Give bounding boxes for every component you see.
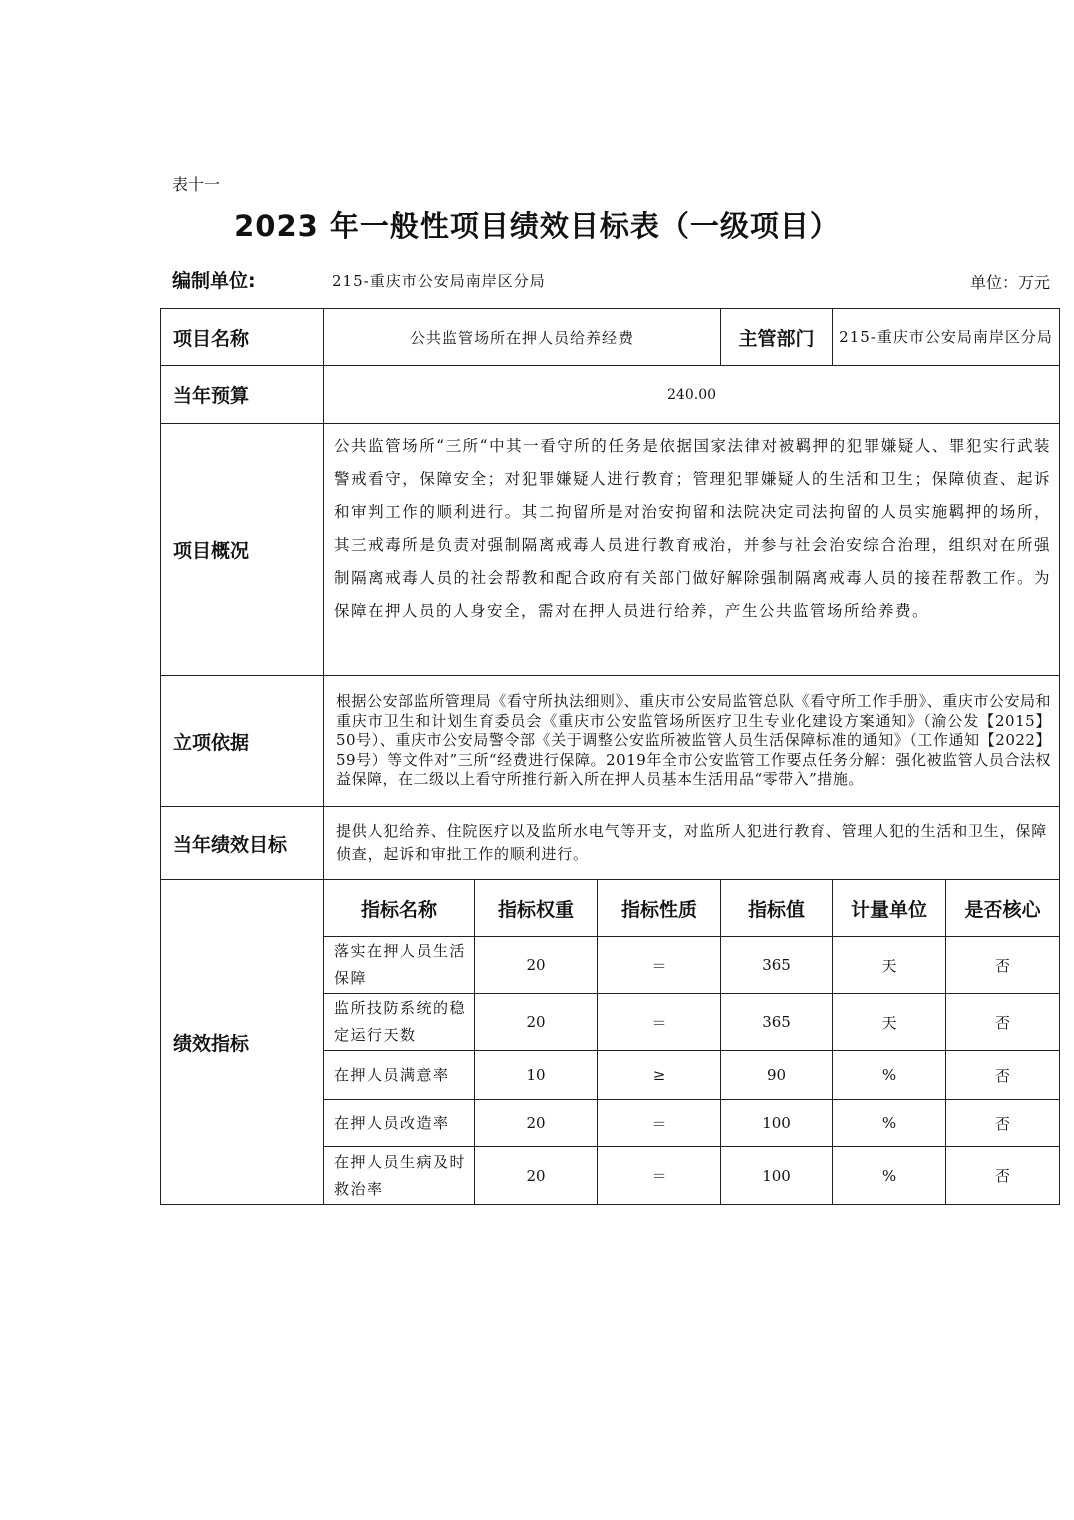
indicator-nature: ＝ <box>598 994 721 1051</box>
indicator-header-row <box>161 880 1060 937</box>
header-indicator-nature: 指标性质 <box>598 880 721 937</box>
header-indicator-weight: 指标权重 <box>475 880 598 937</box>
dept-label: 主管部门 <box>721 309 833 366</box>
indicator-name: 在押人员生病及时救治率 <box>324 1147 475 1205</box>
indicator-unit: 天 <box>833 994 946 1051</box>
indicator-unit: % <box>833 1147 946 1205</box>
indicator-name: 在押人员满意率 <box>324 1051 475 1100</box>
indicator-nature: ＝ <box>598 937 721 994</box>
unit-row <box>172 266 1050 296</box>
goal-row <box>161 807 1060 880</box>
indicator-core: 否 <box>946 1147 1060 1205</box>
indicator-value: 365 <box>721 937 833 994</box>
indicator-core: 否 <box>946 1051 1060 1100</box>
goal-label: 当年绩效目标 <box>161 807 324 880</box>
indicator-name: 监所技防系统的稳定运行天数 <box>324 994 475 1051</box>
indicator-unit: % <box>833 1100 946 1147</box>
basis-text: 根据公安部监所管理局《看守所执法细则》、重庆市公安局监管总队《看守所工作手册》、重庆市公安局和重庆市卫生和计划生育委员会《重庆市公安监管场所医疗卫生专业化建设方案通知》（渝公发【2015】50号）、重庆市公安局警令部《关于调整公安监所被监管人员生活保障标准的通知》（工作通知【2022】59号）等文件对”三所“经费进行保障。2019年全市公安监管工作要点任务分解：强化被监管人员合法权益保障，在二级以上看守所推行新入所在押人员基本生活用品“零带入”措施。 <box>324 676 1060 807</box>
table-number: 表十一 <box>172 175 221 194</box>
overview-label: 项目概况 <box>161 424 324 676</box>
indicator-value: 100 <box>721 1147 833 1205</box>
header-indicator-value: 指标值 <box>721 880 833 937</box>
dept-value: 215-重庆市公安局南岸区分局 <box>833 309 1060 366</box>
indicator-unit: 天 <box>833 937 946 994</box>
compiling-unit-value: 215-重庆市公安局南岸区分局 <box>332 272 546 290</box>
indicator-weight: 20 <box>475 994 598 1051</box>
indicator-weight: 20 <box>475 1100 598 1147</box>
indicator-value: 100 <box>721 1100 833 1147</box>
basis-label: 立项依据 <box>161 676 324 807</box>
budget-label: 当年预算 <box>161 366 324 424</box>
indicator-unit: % <box>833 1051 946 1100</box>
indicator-nature: ＝ <box>598 1147 721 1205</box>
indicator-name: 落实在押人员生活保障 <box>324 937 475 994</box>
indicator-value: 90 <box>721 1051 833 1100</box>
overview-text: 公共监管场所“三所“中其一看守所的任务是依据国家法律对被羁押的犯罪嫌疑人、罪犯实行武装警戒看守，保障安全；对犯罪嫌疑人进行教育；管理犯罪嫌疑人的生活和卫生；保障侦查、起诉和审判工作的顺利进行。其二拘留所是对治安拘留和法院决定司法拘留的人员实施羁押的场所，其三戒毒所是负责对强制隔离戒毒人员进行教育戒治，并参与社会治安综合治理，组织对在所强制隔离戒毒人员的社会帮教和配合政府有关部门做好解除强制隔离戒毒人员的接茬帮教工作。为保障在押人员的人身安全，需对在押人员进行给养，产生公共监管场所给养费。 <box>324 424 1060 676</box>
budget-row <box>161 366 1060 424</box>
project-name-label: 项目名称 <box>161 309 324 366</box>
budget-value: 240.00 <box>324 366 1060 424</box>
header-is-core: 是否核心 <box>946 880 1060 937</box>
performance-table <box>160 308 1060 1205</box>
indicator-weight: 20 <box>475 937 598 994</box>
indicator-value: 365 <box>721 994 833 1051</box>
basis-row <box>161 676 1060 807</box>
indicator-weight: 10 <box>475 1051 598 1100</box>
header-measure-unit: 计量单位 <box>833 880 946 937</box>
indicator-nature: ＝ <box>598 1100 721 1147</box>
indicator-weight: 20 <box>475 1147 598 1205</box>
indicator-core: 否 <box>946 937 1060 994</box>
indicators-label: 绩效指标 <box>161 880 324 1205</box>
header-indicator-name: 指标名称 <box>324 880 475 937</box>
indicator-core: 否 <box>946 994 1060 1051</box>
project-name-row <box>161 309 1060 366</box>
compiling-unit-label: 编制单位: <box>172 270 256 292</box>
indicator-name: 在押人员改造率 <box>324 1100 475 1147</box>
page-title: 2023 年一般性项目绩效目标表（一级项目） <box>234 209 840 243</box>
indicator-nature: ≥ <box>598 1051 721 1100</box>
goal-text: 提供人犯给养、住院医疗以及监所水电气等开支，对监所人犯进行教育、管理人犯的生活和卫生，保障侦查，起诉和审批工作的顺利进行。 <box>324 807 1060 880</box>
project-name-value: 公共监管场所在押人员给养经费 <box>324 309 721 366</box>
indicator-core: 否 <box>946 1100 1060 1147</box>
money-unit: 单位：万元 <box>969 273 1050 292</box>
overview-row <box>161 424 1060 676</box>
